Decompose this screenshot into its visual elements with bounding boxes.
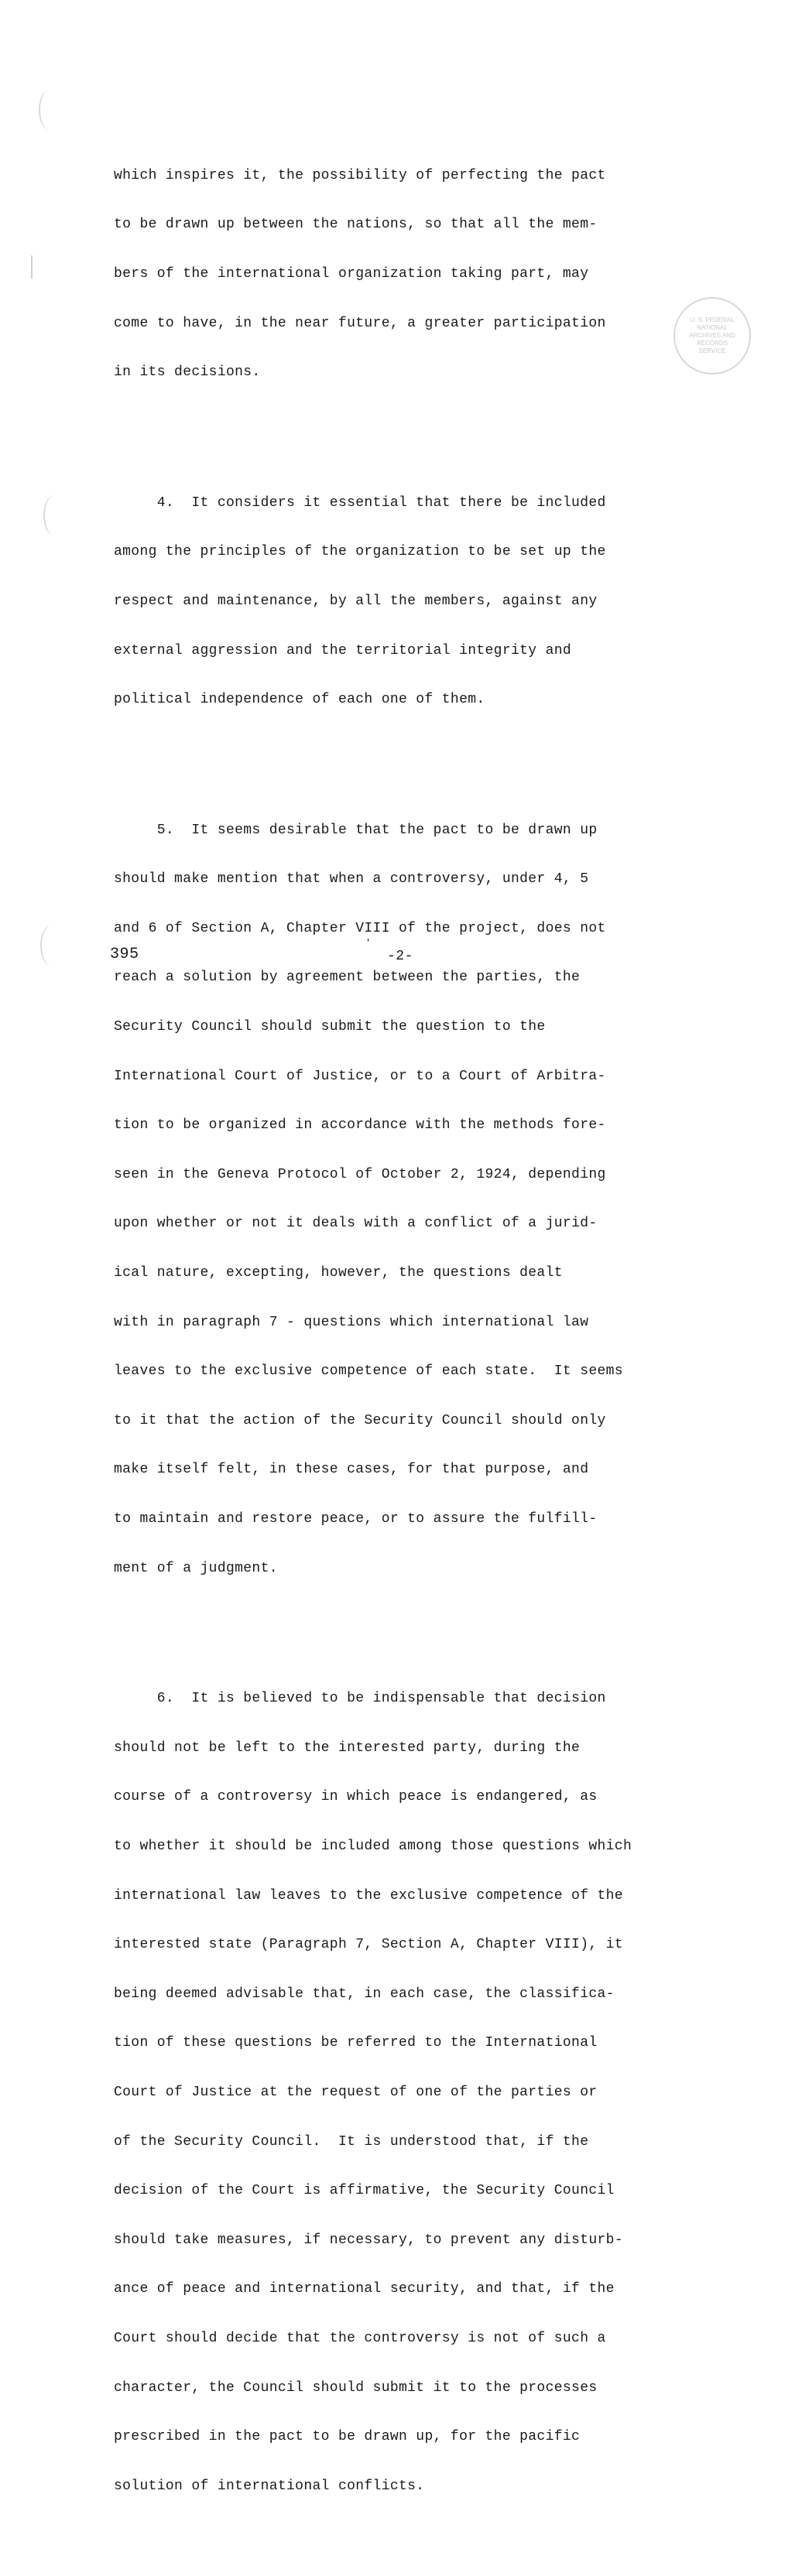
text-line: ment of a judgment. bbox=[114, 1560, 278, 1576]
text-line: respect and maintenance, by all the members, against any bbox=[114, 593, 598, 609]
text-line: should not be left to the interested party, during the bbox=[114, 1740, 581, 1756]
punch-hole-mark bbox=[43, 495, 65, 535]
text-line: which inspires it, the possibility of perfecting the pact bbox=[114, 167, 606, 183]
text-line: character, the Council should submit it to the processes bbox=[114, 2379, 598, 2396]
text-line: bers of the international organization taking part, may bbox=[114, 266, 589, 282]
margin-mark bbox=[31, 255, 37, 279]
text-line: Court should decide that the controversy is not of such a bbox=[114, 2331, 606, 2347]
stamp-line: NATIONAL bbox=[697, 324, 728, 331]
text-line: Security Council should submit the question to the bbox=[114, 1018, 546, 1035]
text-line: International Court of Justice, or to a Court of Arbitra- bbox=[114, 1068, 606, 1084]
tick-mark: ' bbox=[365, 938, 372, 949]
text-line: international law leaves to the exclusive competence of the bbox=[114, 1887, 623, 1904]
text-line: political independence of each one of them. bbox=[114, 692, 485, 708]
text-line: solution of international conflicts. bbox=[114, 2478, 425, 2494]
paragraph-6 bbox=[114, 1658, 718, 2528]
text-line: of the Security Council. It is understood that, if the bbox=[114, 2133, 589, 2150]
text-line: being deemed advisable that, in each case, the classifica- bbox=[114, 1986, 615, 2002]
text-line: ance of peace and international security, and that, if the bbox=[114, 2281, 615, 2297]
text-line: 5. It seems desirable that the pact to be drawn up bbox=[114, 822, 598, 838]
document-number: 395 bbox=[110, 946, 139, 963]
paragraph-continuation bbox=[114, 135, 718, 413]
text-line: 4. It considers it essential that there be included bbox=[114, 494, 606, 511]
text-line: upon whether or not it deals with a conflict of a jurid- bbox=[114, 1216, 598, 1232]
text-line: among the principles of the organization to be set up the bbox=[114, 544, 606, 560]
archives-stamp bbox=[673, 297, 751, 375]
text-line: decision of the Court is affirmative, the Security Council bbox=[114, 2183, 615, 2199]
text-line: and 6 of Section A, Chapter VIII of the project, does not bbox=[114, 920, 606, 936]
text-line: ical nature, excepting, however, the questions dealt bbox=[114, 1265, 563, 1281]
document-body bbox=[114, 102, 718, 2576]
text-line: seen in the Geneva Protocol of October 2, 1924, depending bbox=[114, 1166, 606, 1182]
text-line: come to have, in the near future, a greater participation bbox=[114, 315, 606, 331]
text-line: should take measures, if necessary, to prevent any disturb- bbox=[114, 2232, 623, 2248]
text-line: tion of these questions be referred to the International bbox=[114, 2035, 598, 2051]
text-line: Court of Justice at the request of one of the parties or bbox=[114, 2084, 598, 2100]
text-line: make itself felt, in these cases, for that purpose, and bbox=[114, 1462, 589, 1478]
text-line: in its decisions. bbox=[114, 364, 261, 381]
stamp-line: ARCHIVES AND bbox=[689, 332, 735, 339]
text-line: course of a controversy in which peace is endangered, as bbox=[114, 1789, 598, 1805]
text-line: 6. It is believed to be indispensable that decision bbox=[114, 1691, 606, 1707]
text-line: to whether it should be included among those questions which bbox=[114, 1838, 632, 1854]
text-line: tion to be organized in accordance with the methods fore- bbox=[114, 1117, 606, 1134]
text-line: leaves to the exclusive competence of each state. It seems bbox=[114, 1363, 623, 1380]
text-line: with in paragraph 7 - questions which international law bbox=[114, 1314, 589, 1330]
text-line: to be drawn up between the nations, so that all the mem- bbox=[114, 217, 598, 233]
paragraph-5 bbox=[114, 789, 718, 1610]
text-line: external aggression and the territorial integrity and bbox=[114, 642, 572, 659]
punch-hole-mark bbox=[39, 90, 60, 130]
text-line: to maintain and restore peace, or to assure the fulfill- bbox=[114, 1511, 598, 1527]
stamp-line: RECORDS bbox=[696, 340, 728, 347]
text-line: reach a solution by agreement between the parties, the bbox=[114, 970, 581, 986]
text-line: should make mention that when a controversy, under 4, 5 bbox=[114, 871, 589, 888]
text-line: to it that the action of the Security Council should only bbox=[114, 1412, 606, 1428]
punch-hole-mark bbox=[40, 925, 62, 966]
stamp-line: SERVICE bbox=[698, 347, 726, 354]
text-line: interested state (Paragraph 7, Section A, Chapter VIII), it bbox=[114, 1937, 623, 1953]
page-number: -2- bbox=[387, 949, 413, 964]
paragraph-4 bbox=[114, 462, 718, 741]
text-line: prescribed in the pact to be drawn up, for the pacific bbox=[114, 2429, 581, 2445]
stamp-line: U. S. FEDERAL bbox=[690, 316, 735, 323]
